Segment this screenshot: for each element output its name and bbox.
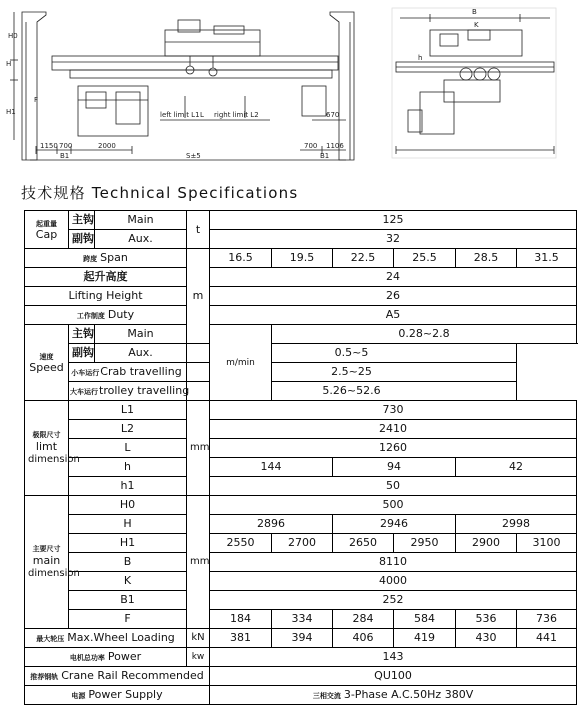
max-wheel-unit: kN bbox=[187, 629, 210, 648]
main-f-label: F bbox=[69, 610, 187, 629]
rail-label bbox=[25, 667, 210, 686]
dim-700r-label: 700 bbox=[304, 142, 318, 150]
table-row bbox=[25, 591, 577, 610]
rail-zh: 推荐钢轨 bbox=[30, 672, 59, 681]
crane-technical-drawing bbox=[0, 0, 578, 170]
main-b-value: 8110 bbox=[210, 553, 577, 572]
speed-trolley-en: trolley travelling bbox=[99, 383, 190, 397]
table-row bbox=[25, 363, 577, 382]
main-b1-value: 252 bbox=[210, 591, 577, 610]
table-row bbox=[25, 553, 577, 572]
dim-right-limit-label: right limit L2 bbox=[214, 111, 259, 119]
limit-l1-label: L1 bbox=[69, 401, 187, 420]
limit-dimension-unit: mm bbox=[187, 401, 210, 496]
limit-dimension-en1: limt bbox=[35, 440, 58, 453]
dim-f-label: F bbox=[34, 96, 39, 104]
capacity-unit: t bbox=[187, 211, 210, 249]
capacity-main-zh: 主钩 bbox=[69, 211, 95, 230]
main-k-label: K bbox=[69, 572, 187, 591]
speed-crab-zh: 小车运行 bbox=[71, 368, 100, 377]
limit-h1-value: 50 bbox=[210, 477, 577, 496]
supply-value-zh: 三相交流 bbox=[312, 691, 341, 700]
dim-l-label: L bbox=[200, 111, 204, 119]
table-row bbox=[25, 515, 577, 534]
dim-b1-right-label: B1 bbox=[320, 152, 330, 160]
main-h0-value: 500 bbox=[210, 496, 577, 515]
capacity-aux-zh: 副钩 bbox=[69, 230, 95, 249]
max-wheel-value-2: 394 bbox=[272, 629, 333, 648]
table-row bbox=[25, 211, 577, 230]
limit-dimension-label-cell bbox=[25, 401, 80, 496]
supply-label bbox=[25, 686, 210, 705]
main-b1-label: B1 bbox=[69, 591, 187, 610]
lifting-unit: m bbox=[187, 249, 210, 344]
main-h1-value-3: 2650 bbox=[333, 534, 394, 553]
table-row bbox=[25, 648, 577, 667]
main-dimension-label-cell bbox=[25, 496, 80, 629]
speed-trolley-value: 5.26~52.6 bbox=[187, 382, 517, 401]
main-f-value-2: 334 bbox=[272, 610, 333, 629]
duty-zh: 工作制度 bbox=[76, 311, 105, 320]
table-row bbox=[25, 629, 577, 648]
table-row bbox=[25, 268, 577, 287]
span-label bbox=[25, 249, 187, 268]
span-value-6: 31.5 bbox=[517, 249, 577, 268]
table-row bbox=[25, 420, 577, 439]
capacity-en-label: Cap bbox=[35, 227, 58, 241]
main-h1-value-6: 3100 bbox=[517, 534, 577, 553]
dim-h0-label: H0 bbox=[8, 32, 18, 40]
table-row bbox=[25, 572, 577, 591]
capacity-label-cell bbox=[25, 211, 69, 249]
span-value-1: 16.5 bbox=[210, 249, 272, 268]
table-row bbox=[25, 249, 577, 268]
main-dimension-en2: dimension bbox=[28, 568, 80, 579]
speed-trolley-zh: 大车运行 bbox=[70, 387, 98, 396]
dim-span-label: S±5 bbox=[186, 152, 201, 160]
supply-value-en: 3-Phase A.C.50Hz 380V bbox=[343, 687, 474, 701]
speed-main-en: Main bbox=[95, 325, 187, 344]
power-zh: 电机总功率 bbox=[69, 653, 105, 662]
main-f-value-3: 284 bbox=[333, 610, 394, 629]
table-row bbox=[25, 496, 577, 515]
table-row bbox=[25, 344, 577, 363]
main-h1-value-5: 2900 bbox=[456, 534, 517, 553]
max-wheel-value-3: 406 bbox=[333, 629, 394, 648]
speed-crab-value: 2.5~25 bbox=[187, 363, 517, 382]
main-h0-label: H0 bbox=[69, 496, 187, 515]
capacity-aux-value: 32 bbox=[210, 230, 577, 249]
power-unit: kw bbox=[187, 648, 210, 667]
speed-aux-zh: 副钩 bbox=[69, 344, 95, 363]
lifting-height-en: Lifting Height bbox=[25, 287, 187, 306]
technical-specifications-table bbox=[24, 210, 577, 705]
limit-dimension-zh: 极限尺寸 bbox=[32, 431, 61, 439]
power-en: Power bbox=[107, 649, 142, 663]
speed-trolley-label bbox=[69, 382, 190, 401]
span-value-2: 19.5 bbox=[272, 249, 333, 268]
table-row bbox=[25, 401, 577, 420]
speed-label-cell bbox=[25, 325, 69, 401]
limit-l2-value: 2410 bbox=[210, 420, 577, 439]
supply-value bbox=[210, 686, 577, 705]
duty-en: Duty bbox=[107, 307, 135, 321]
speed-unit: m/min bbox=[210, 325, 272, 401]
dim-2000-label: 2000 bbox=[98, 142, 116, 150]
limit-dimension-en2: dimension bbox=[28, 454, 80, 465]
section-title: 技术规格 Technical Specifications bbox=[21, 184, 299, 202]
main-b-label: B bbox=[69, 553, 187, 572]
main-h-value-3: 2998 bbox=[456, 515, 577, 534]
table-row bbox=[25, 287, 577, 306]
dim-1150-label: 1150 bbox=[40, 142, 58, 150]
table-row bbox=[25, 382, 577, 401]
table-row bbox=[25, 458, 577, 477]
dim-700-label: 700 bbox=[59, 142, 73, 150]
span-value-5: 28.5 bbox=[456, 249, 517, 268]
dim-b1-left-label: B1 bbox=[60, 152, 70, 160]
speed-en: Speed bbox=[29, 360, 64, 374]
main-h1-value-2: 2700 bbox=[272, 534, 333, 553]
dim-1106-label: 1106 bbox=[326, 142, 344, 150]
speed-zh: 速度 bbox=[39, 352, 54, 361]
limit-h-value-2: 94 bbox=[333, 458, 456, 477]
main-dimension-unit: mm bbox=[187, 496, 210, 629]
limit-l2-label: L2 bbox=[69, 420, 187, 439]
capacity-main-en: Main bbox=[95, 211, 187, 230]
speed-main-zh: 主钩 bbox=[69, 325, 95, 344]
dim-h-label: H bbox=[6, 60, 12, 68]
table-row bbox=[25, 306, 577, 325]
dim-b-label: B bbox=[472, 8, 477, 16]
max-wheel-value-6: 441 bbox=[517, 629, 577, 648]
limit-l1-value: 730 bbox=[210, 401, 577, 420]
speed-crab-en: Crab travelling bbox=[100, 364, 182, 378]
main-h-label: H bbox=[69, 515, 187, 534]
dim-k-label: K bbox=[474, 21, 479, 29]
supply-en: Power Supply bbox=[88, 687, 163, 701]
lifting-height-zh: 起升高度 bbox=[25, 268, 187, 287]
rail-value: QU100 bbox=[210, 667, 577, 686]
span-zh: 跨度 bbox=[83, 254, 98, 263]
span-value-4: 25.5 bbox=[394, 249, 456, 268]
limit-h-label: h bbox=[69, 458, 187, 477]
main-dimension-en1: main bbox=[32, 554, 61, 567]
main-h1-value-4: 2950 bbox=[394, 534, 456, 553]
capacity-zh-label: 起重量 bbox=[36, 219, 57, 228]
max-wheel-value-4: 419 bbox=[394, 629, 456, 648]
table-row bbox=[25, 667, 577, 686]
main-h-value-1: 2896 bbox=[210, 515, 333, 534]
speed-crab-label bbox=[69, 363, 187, 382]
duty-value: A5 bbox=[210, 306, 577, 325]
limit-h-value-1: 144 bbox=[210, 458, 333, 477]
duty-label bbox=[25, 306, 187, 325]
limit-h1-label: h1 bbox=[69, 477, 187, 496]
table-row bbox=[25, 686, 577, 705]
lifting-height-main-value: 24 bbox=[210, 268, 577, 287]
max-wheel-zh: 最大轮压 bbox=[36, 634, 65, 643]
table-row bbox=[25, 230, 577, 249]
dim-left-limit-label: left limit L1 bbox=[160, 111, 200, 119]
main-k-value: 4000 bbox=[210, 572, 577, 591]
max-wheel-value-1: 381 bbox=[210, 629, 272, 648]
speed-main-value: 0.28~2.8 bbox=[272, 325, 577, 344]
span-value-3: 22.5 bbox=[333, 249, 394, 268]
max-wheel-value-5: 430 bbox=[456, 629, 517, 648]
dim-h1-label: H1 bbox=[6, 108, 16, 116]
max-wheel-label bbox=[25, 629, 187, 648]
limit-l-label: L bbox=[69, 439, 187, 458]
main-f-value-6: 736 bbox=[517, 610, 577, 629]
table-row bbox=[25, 610, 577, 629]
main-f-value-5: 536 bbox=[456, 610, 517, 629]
main-dimension-zh: 主要尺寸 bbox=[32, 545, 61, 553]
main-h1-label: H1 bbox=[69, 534, 187, 553]
main-f-value-4: 584 bbox=[394, 610, 456, 629]
supply-zh: 电源 bbox=[71, 691, 86, 700]
main-f-value-1: 184 bbox=[210, 610, 272, 629]
table-row bbox=[25, 477, 577, 496]
limit-l-value: 1260 bbox=[210, 439, 577, 458]
power-label bbox=[25, 648, 187, 667]
capacity-aux-en: Aux. bbox=[95, 230, 187, 249]
speed-aux-value: 0.5~5 bbox=[187, 344, 517, 363]
capacity-main-value: 125 bbox=[210, 211, 577, 230]
power-value: 143 bbox=[210, 648, 577, 667]
dim-670-label: 670 bbox=[326, 111, 340, 119]
speed-aux-en: Aux. bbox=[95, 344, 187, 363]
rail-en: Crane Rail Recommended bbox=[61, 668, 204, 682]
max-wheel-en: Max.Wheel Loading bbox=[67, 630, 175, 644]
span-en: Span bbox=[100, 250, 128, 264]
main-h-value-2: 2946 bbox=[333, 515, 456, 534]
table-row bbox=[25, 534, 577, 553]
main-h1-value-1: 2550 bbox=[210, 534, 272, 553]
table-row bbox=[25, 439, 577, 458]
table-row bbox=[25, 325, 577, 344]
dim-h-side-label: h bbox=[418, 54, 423, 62]
limit-h-value-3: 42 bbox=[456, 458, 577, 477]
lifting-height-aux-value: 26 bbox=[210, 287, 577, 306]
